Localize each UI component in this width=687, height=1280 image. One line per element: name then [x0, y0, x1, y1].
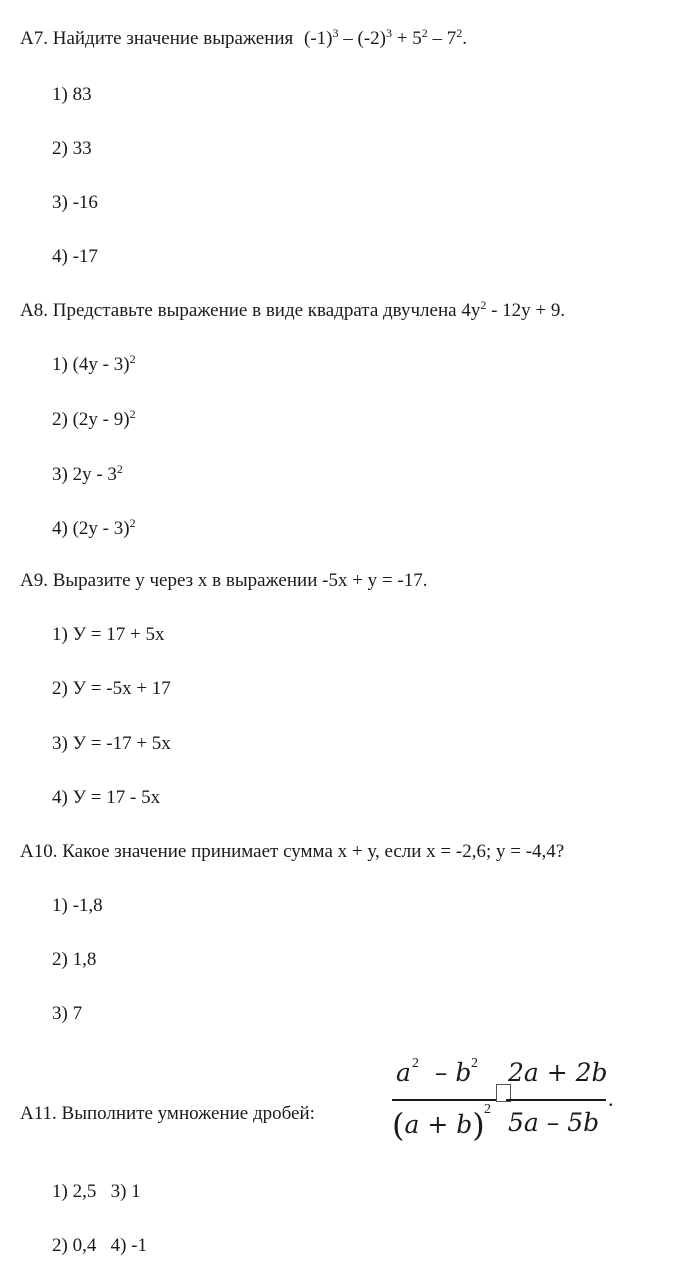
- a9-option-1: 1) У = 17 + 5х: [52, 624, 165, 645]
- a9-option-4: 4) У = 17 - 5х: [52, 787, 161, 808]
- a11-options-row-1: 1) 2,5 3) 1: [52, 1181, 141, 1202]
- fraction2-bar: [506, 1099, 606, 1101]
- question-a7: [20, 28, 467, 50]
- a10-option-3: 3) 7: [52, 1003, 83, 1024]
- a7-option-3: 3) -16: [52, 192, 98, 213]
- a11-end-dot: .: [608, 1086, 614, 1111]
- a11-fraction-expression: [388, 1056, 618, 1146]
- a7-option-2: 2) 33: [52, 138, 92, 159]
- a8-option-4: 4) (2у - 3)$^2$: [52, 516, 136, 539]
- a9-option-2: 2) У = -5х + 17: [52, 678, 171, 699]
- a7-option-4: 4) -17: [52, 246, 98, 267]
- fraction1-denominator: (a + b): [392, 1106, 485, 1144]
- question-a11: А11. Выполните умножение дробей:: [20, 1103, 315, 1124]
- a10-option-2: 2) 1,8: [52, 949, 97, 970]
- fraction2-numerator: 2a + 2b: [508, 1058, 608, 1087]
- a8-option-1: 1) (4у - 3)$^2$: [52, 352, 136, 375]
- fraction1-numerator: a – b: [396, 1058, 472, 1087]
- a7-option-1: 1) 83: [52, 84, 92, 105]
- a8-option-3: 3) $2у - 3^2$: [52, 462, 123, 485]
- a11-options-row-2: 2) 0,4 4) -1: [52, 1235, 147, 1256]
- question-a9: А9. Выразите у через х в выражении -5х + у = -17.: [20, 570, 428, 591]
- fraction1-bar: [392, 1099, 496, 1101]
- question-a10: А10. Какое значение принимает сумма х + у, если х = -2,6; у = -4,4?: [20, 841, 565, 862]
- question-a7-label: А7. Найдите значение выражения: [20, 28, 294, 49]
- question-a8: А8. Представьте выражение в виде квадрата двучлена $4у^2 - 12у + 9$.: [20, 298, 566, 321]
- a9-option-3: 3) У = -17 + 5х: [52, 733, 171, 754]
- a8-option-2: 2) (2у - 9)$^2$: [52, 407, 136, 430]
- fraction1-num-exp-a: 2: [412, 1056, 419, 1071]
- question-a7-expression: $(-1)^3 - (-2)^3 + 5^2 - 7^2$.: [304, 26, 467, 49]
- fraction1-num-exp-b: 2: [471, 1056, 478, 1071]
- fraction2-denominator: 5a – 5b: [508, 1108, 600, 1137]
- a10-option-1: 1) -1,8: [52, 895, 103, 916]
- fraction1-den-exponent: 2: [484, 1102, 491, 1117]
